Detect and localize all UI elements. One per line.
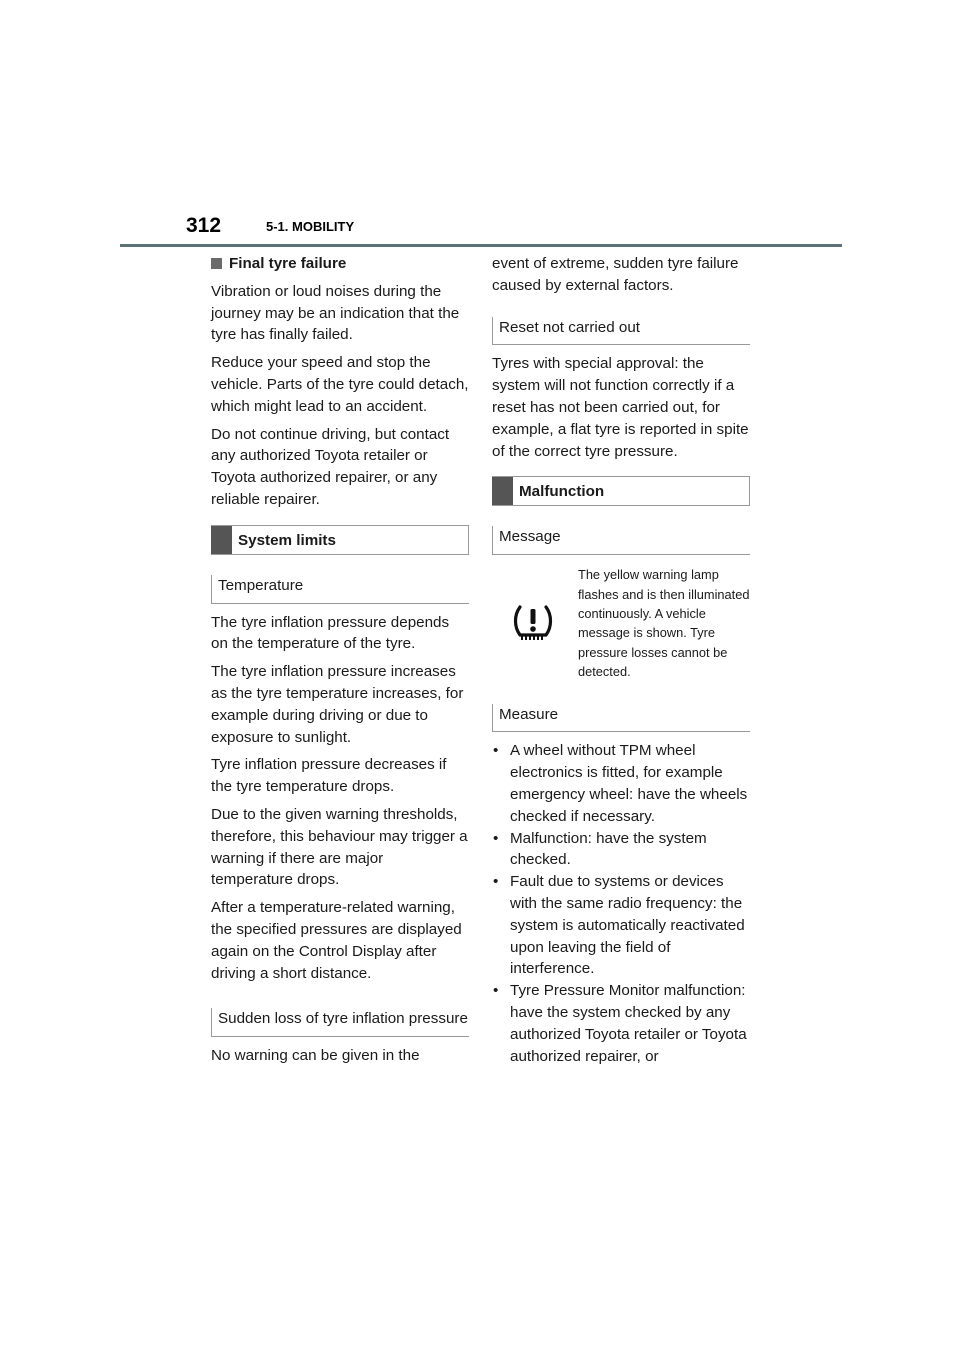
header-divider bbox=[120, 244, 842, 247]
paragraph: After a temperature-related warning, the specified pressures are displayed again on the Control Display after driving a short distance. bbox=[211, 899, 462, 982]
paragraph: The tyre inflation pressure depends on the temperature of the tyre. bbox=[211, 613, 450, 653]
list-item: • Malfunction: have the system checked. bbox=[492, 828, 750, 872]
measure-heading: Measure bbox=[492, 704, 750, 733]
section-title: 5-1. MOBILITY bbox=[266, 219, 355, 234]
message-description: The yellow warning lamp flashes and is then illuminated continuously. A vehicle message is shown. Tyre pressure losses cannot be detected. bbox=[578, 567, 750, 680]
list-item: • A wheel without TPM wheel electronics is fitted, for example emergency wheel: have the wheels checked if necessary. bbox=[492, 740, 750, 827]
right-column bbox=[492, 253, 750, 1067]
left-column bbox=[211, 253, 469, 1073]
paragraph: No warning can be given in the bbox=[211, 1047, 420, 1065]
paragraph: Reduce your speed and stop the vehicle. Parts of the tyre could detach, which might lead to an accident. bbox=[211, 354, 469, 415]
paragraph: Tyre inflation pressure decreases if the tyre temperature drops. bbox=[211, 756, 447, 796]
heading-bar bbox=[211, 526, 232, 554]
reset-not-carried-out-heading: Reset not carried out bbox=[492, 317, 750, 346]
message-row bbox=[492, 565, 750, 681]
paragraph: Due to the given warning thresholds, therefore, this behaviour may trigger a warning if there are major temperature drops. bbox=[211, 805, 468, 889]
paragraph: Vibration or loud noises during the journey may be an indication that the tyre has finally failed. bbox=[211, 282, 460, 344]
paragraph: Do not continue driving, but contact any authorized Toyota retailer or Toyota authorized repairer, or any reliable repairer. bbox=[211, 425, 450, 508]
measure-list bbox=[492, 740, 750, 1067]
page-number: 312 bbox=[186, 214, 222, 237]
square-bullet-icon bbox=[211, 258, 222, 269]
final-tyre-failure-heading-text: Final tyre failure bbox=[229, 255, 347, 272]
paragraph: Tyres with special approval: the system will not function correctly if a reset has not been carried out, for example, a flat tyre is reported in spite of the correct tyre pressure. bbox=[492, 355, 749, 460]
final-tyre-failure-heading bbox=[211, 253, 469, 275]
system-limits-heading-text: System limits bbox=[238, 531, 336, 549]
malfunction-heading-text: Malfunction bbox=[519, 483, 605, 501]
paragraph: event of extreme, sudden tyre failure caused by external factors. bbox=[492, 255, 739, 294]
sudden-loss-heading: Sudden loss of tyre inflation pressure bbox=[211, 1008, 469, 1037]
list-item: • Fault due to systems or devices with the same radio frequency: the system is automatically reactivated upon leaving the field of interference. bbox=[492, 871, 750, 980]
malfunction-heading bbox=[492, 476, 750, 506]
list-item: • Tyre Pressure Monitor malfunction: have the system checked by any authorized Toyota retailer or Toyota authorized repairer, or bbox=[492, 980, 750, 1067]
tyre-pressure-warning-icon bbox=[512, 603, 554, 643]
paragraph: The tyre inflation pressure increases as the tyre temperature increases, for example during driving or due to exposure to sunlight. bbox=[211, 663, 464, 746]
message-heading: Message bbox=[492, 526, 750, 555]
temperature-heading: Temperature bbox=[211, 575, 469, 604]
system-limits-heading bbox=[211, 525, 469, 555]
heading-bar bbox=[492, 477, 513, 505]
